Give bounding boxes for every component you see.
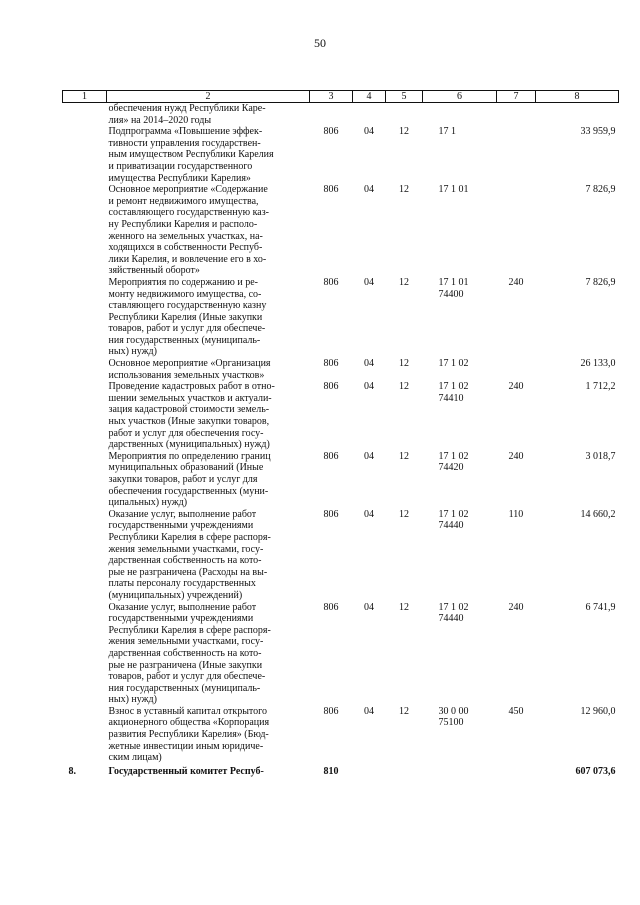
cell-c8: 14 660,2	[580, 508, 616, 520]
cell-c6: 17 1 01 74400	[438, 276, 469, 300]
header-col-5: 5	[386, 91, 423, 103]
cell-c6: 30 0 00 75100	[438, 705, 469, 729]
header-col-8: 8	[536, 91, 619, 103]
cell-c6	[423, 764, 497, 778]
cell-c7: 240	[508, 276, 524, 288]
cell-c4	[353, 103, 386, 127]
cell-num: 8.	[68, 765, 76, 777]
cell-c3: 806	[323, 450, 339, 462]
cell-c7: 240	[508, 450, 524, 462]
header-col-3: 3	[310, 91, 353, 103]
cell-name: Государственный комитет Респуб-	[108, 765, 264, 777]
cell-name: Мероприятия по содержанию и ре- монту недвижимого имущества, со- ставляющего государственную казну Республики Карелия (Иные закупки товаров, работ и услуг для обеспече- ния государственных (муниципаль- ных) нужд)	[108, 276, 267, 358]
cell-name: Проведение кадастровых работ в отно- шении земельных участков и актуали- зация кадастровой стоимости земель- ных участков (Иные закупки товаров, работ и услуг для обеспечения госу- дарственных (муниципальных) нужд)	[108, 381, 275, 451]
cell-name: Мероприятия по определению границ муниципальных образований (Иные закупки товаров, работ и услуг для обеспечения государственных (муни- ципальных) нужд)	[108, 450, 271, 509]
cell-c5: 12	[399, 705, 409, 717]
cell-name: Оказание услуг, выполнение работ государственными учреждениями Республики Карелия в сфере распоря- жения земельными участками, госу- дарственная собственность на кото- рые не разграничена (Расходы на вы- платы персоналу государственных (муниципальных) учреждений)	[108, 508, 271, 601]
cell-c4: 04	[364, 381, 374, 393]
cell-c8: 26 133,0	[580, 358, 616, 370]
cell-c5: 12	[399, 601, 409, 613]
table-row	[63, 277, 619, 358]
table-row	[63, 706, 619, 764]
cell-c6: 17 1 02 74440	[438, 508, 469, 532]
cell-c5: 12	[399, 358, 409, 370]
cell-c6: 17 1 01	[438, 184, 469, 196]
cell-c7: 450	[508, 705, 524, 717]
cell-c4	[353, 764, 386, 778]
cell-c6: 17 1 02 74410	[438, 381, 469, 404]
cell-c3: 806	[323, 126, 339, 138]
cell-c8: 1 712,2	[585, 381, 616, 393]
cell-c3: 806	[323, 508, 339, 520]
cell-c6: 17 1	[438, 126, 456, 138]
cell-c4: 04	[364, 184, 374, 196]
header-col-6: 6	[423, 91, 497, 103]
cell-num	[63, 103, 107, 127]
table-row	[63, 103, 619, 127]
cell-c5	[386, 764, 423, 778]
table-body	[63, 103, 619, 778]
table-row	[63, 381, 619, 451]
cell-c7	[497, 103, 536, 127]
header-col-7: 7	[497, 91, 536, 103]
cell-num	[63, 451, 107, 509]
cell-c4: 04	[364, 601, 374, 613]
table-header	[63, 91, 619, 103]
cell-c5: 12	[399, 381, 409, 393]
cell-c7: 240	[508, 381, 524, 393]
cell-num	[63, 126, 107, 184]
cell-c5: 12	[399, 126, 409, 138]
cell-c4: 04	[364, 508, 374, 520]
cell-num	[63, 184, 107, 277]
cell-c3: 806	[323, 381, 339, 393]
cell-c5	[386, 103, 423, 127]
cell-num	[63, 358, 107, 381]
cell-num	[63, 602, 107, 706]
cell-c7	[497, 126, 536, 184]
cell-c3: 806	[323, 705, 339, 717]
cell-num	[63, 277, 107, 358]
cell-c8	[536, 103, 619, 127]
cell-c4: 04	[364, 705, 374, 717]
cell-c8: 7 826,9	[585, 276, 616, 288]
cell-c3	[310, 103, 353, 127]
cell-c4: 04	[364, 126, 374, 138]
cell-name: Основное мероприятие «Организация использования земельных участков»	[108, 358, 271, 381]
cell-c4: 04	[364, 450, 374, 462]
table-row	[63, 184, 619, 277]
cell-c4: 04	[364, 358, 374, 370]
table-row	[63, 602, 619, 706]
cell-c4: 04	[364, 276, 374, 288]
cell-c6: 17 1 02 74420	[438, 450, 469, 474]
budget-table	[62, 90, 619, 777]
cell-c7	[497, 184, 536, 277]
cell-c7: 110	[508, 508, 524, 520]
table-row	[63, 764, 619, 778]
cell-c8: 6 741,9	[585, 601, 616, 613]
cell-c3: 806	[323, 358, 339, 370]
cell-c5: 12	[399, 450, 409, 462]
cell-c3: 806	[323, 601, 339, 613]
cell-c7	[497, 764, 536, 778]
cell-c7	[497, 358, 536, 381]
table-row	[63, 358, 619, 381]
header-row	[63, 91, 619, 103]
cell-name: Основное мероприятие «Содержание и ремонт недвижимого имущества, составляющего государственную каз- ну Республики Карелия и располо- женного на земельных участках, на- ходящихся в собственности Респуб- лики Карелия, и вовлечение его в хо- зяйственный оборот»	[108, 184, 270, 277]
table-row	[63, 126, 619, 184]
cell-c3: 810	[323, 765, 339, 777]
cell-c8: 12 960,0	[580, 705, 616, 717]
cell-c8: 3 018,7	[585, 450, 616, 462]
cell-name: Взнос в уставный капитал открытого акционерного общества «Корпорация развития Республики Карелия» (Бюд- жетные инвестиции иным юридиче- ским лицам)	[108, 705, 270, 764]
table-row	[63, 451, 619, 509]
cell-name: Оказание услуг, выполнение работ государственными учреждениями Республики Карелия в сфере распоря- жения земельными участками, госу- дарственная собственность на кото- рые не разграничена (Иные закупки товаров, работ и услуг для обеспече- ния государственных (муниципаль- ных) нужд)	[108, 601, 271, 706]
cell-c6: 17 1 02 74440	[438, 601, 469, 625]
cell-c6	[423, 103, 497, 127]
cell-c5: 12	[399, 184, 409, 196]
cell-c3: 806	[323, 184, 339, 196]
cell-c7: 240	[508, 601, 524, 613]
cell-c8: 33 959,9	[580, 126, 616, 138]
cell-name: обеспечения нужд Республики Каре- лия» на 2014–2020 годы	[108, 103, 266, 126]
cell-c3: 806	[323, 276, 339, 288]
cell-c8: 607 073,6	[575, 765, 616, 777]
cell-name: Подпрограмма «Повышение эффек- тивности управления государствен- ным имуществом Республики Карелия и приватизации государственного имущества Республики Карелия»	[108, 126, 274, 184]
header-col-4: 4	[353, 91, 386, 103]
table-row	[63, 509, 619, 602]
cell-c5: 12	[399, 276, 409, 288]
cell-num	[63, 706, 107, 764]
header-col-1: 1	[63, 91, 107, 103]
header-col-2: 2	[107, 91, 310, 103]
cell-c8: 7 826,9	[585, 184, 616, 196]
cell-c5: 12	[399, 508, 409, 520]
cell-c6: 17 1 02	[438, 358, 469, 370]
cell-num	[63, 381, 107, 451]
cell-num	[63, 509, 107, 602]
page-number: 50	[314, 36, 326, 50]
